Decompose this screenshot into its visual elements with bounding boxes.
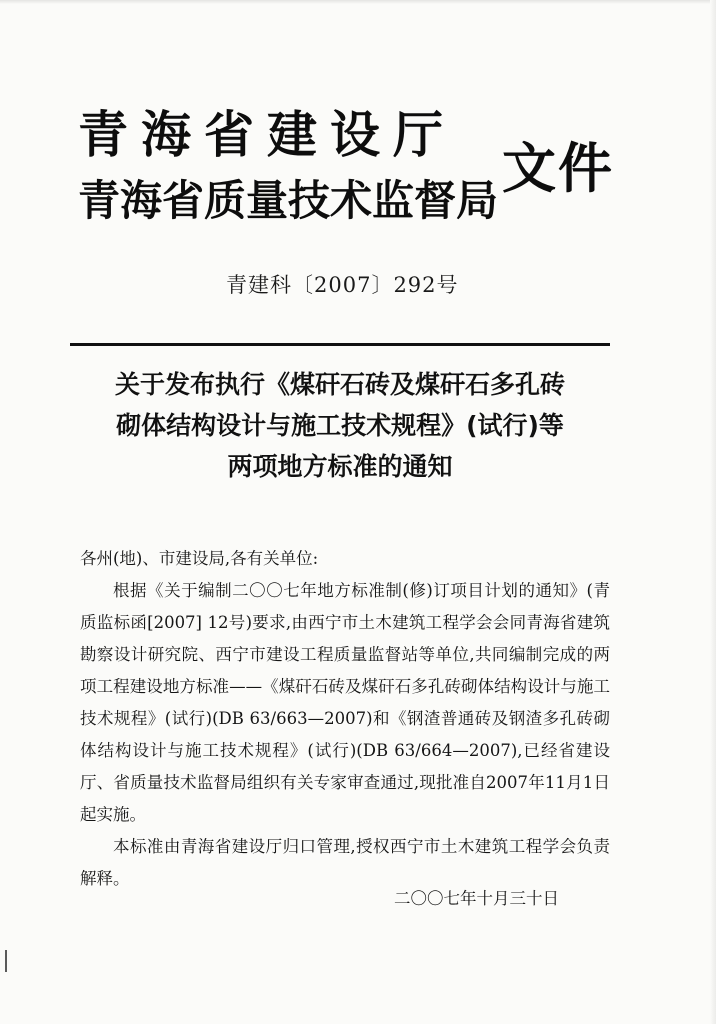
body-paragraph-2: 本标准由青海省建设厅归口管理,授权西宁市土木建筑工程学会负责解释。 [80,837,610,888]
document-type-label: 文件 [502,137,614,200]
title-line-3: 两项地方标准的通知 [227,452,453,481]
scan-top-shadow [0,0,716,4]
title-line-1: 关于发布执行《煤矸石砖及煤矸石多孔砖 [114,370,565,399]
notice-title [70,364,610,487]
scan-right-edge [710,0,716,1024]
title-line-2: 砌体结构设计与施工技术规程》(试行)等 [116,411,564,440]
issue-date: 二〇〇七年十月三十日 [394,889,559,908]
document-number: 青建科〔2007〕292号 [226,273,459,297]
header-divider-rule [70,343,610,346]
issuer-block [78,106,499,232]
salutation: 各州(地)、市建设局,各有关单位: [80,549,319,568]
notice-body [80,543,610,895]
issuer-name-quality-bureau: 青海省质量技术监督局 [78,176,499,225]
issuer-name-construction-department: 青海省建设厅 [78,106,456,164]
body-paragraph-1: 根据《关于编制二〇〇七年地方标准制(修)订项目计划的通知》(青质监标函[2007] 12号)要求,由西宁市土木建筑工程学会会同青海省建筑勘察设计研究院、西宁市建设工程质量监督站等单位,共同编制完成的两项工程建设地方标准——《煤矸石砖及煤矸石多孔砖砌体结构设计与施工技术规程》(试行)(DB 63/663—2007)和《钢渣普通砖及钢渣多孔砖砌体结构设计与施工技术规程》(试行)(DB 63/664—2007),已经省建设厅、省质量技术监督局组织有关专家审查通过,现批准自2007年11月1日起实施。 [80,581,610,824]
scan-margin-mark [5,950,7,972]
